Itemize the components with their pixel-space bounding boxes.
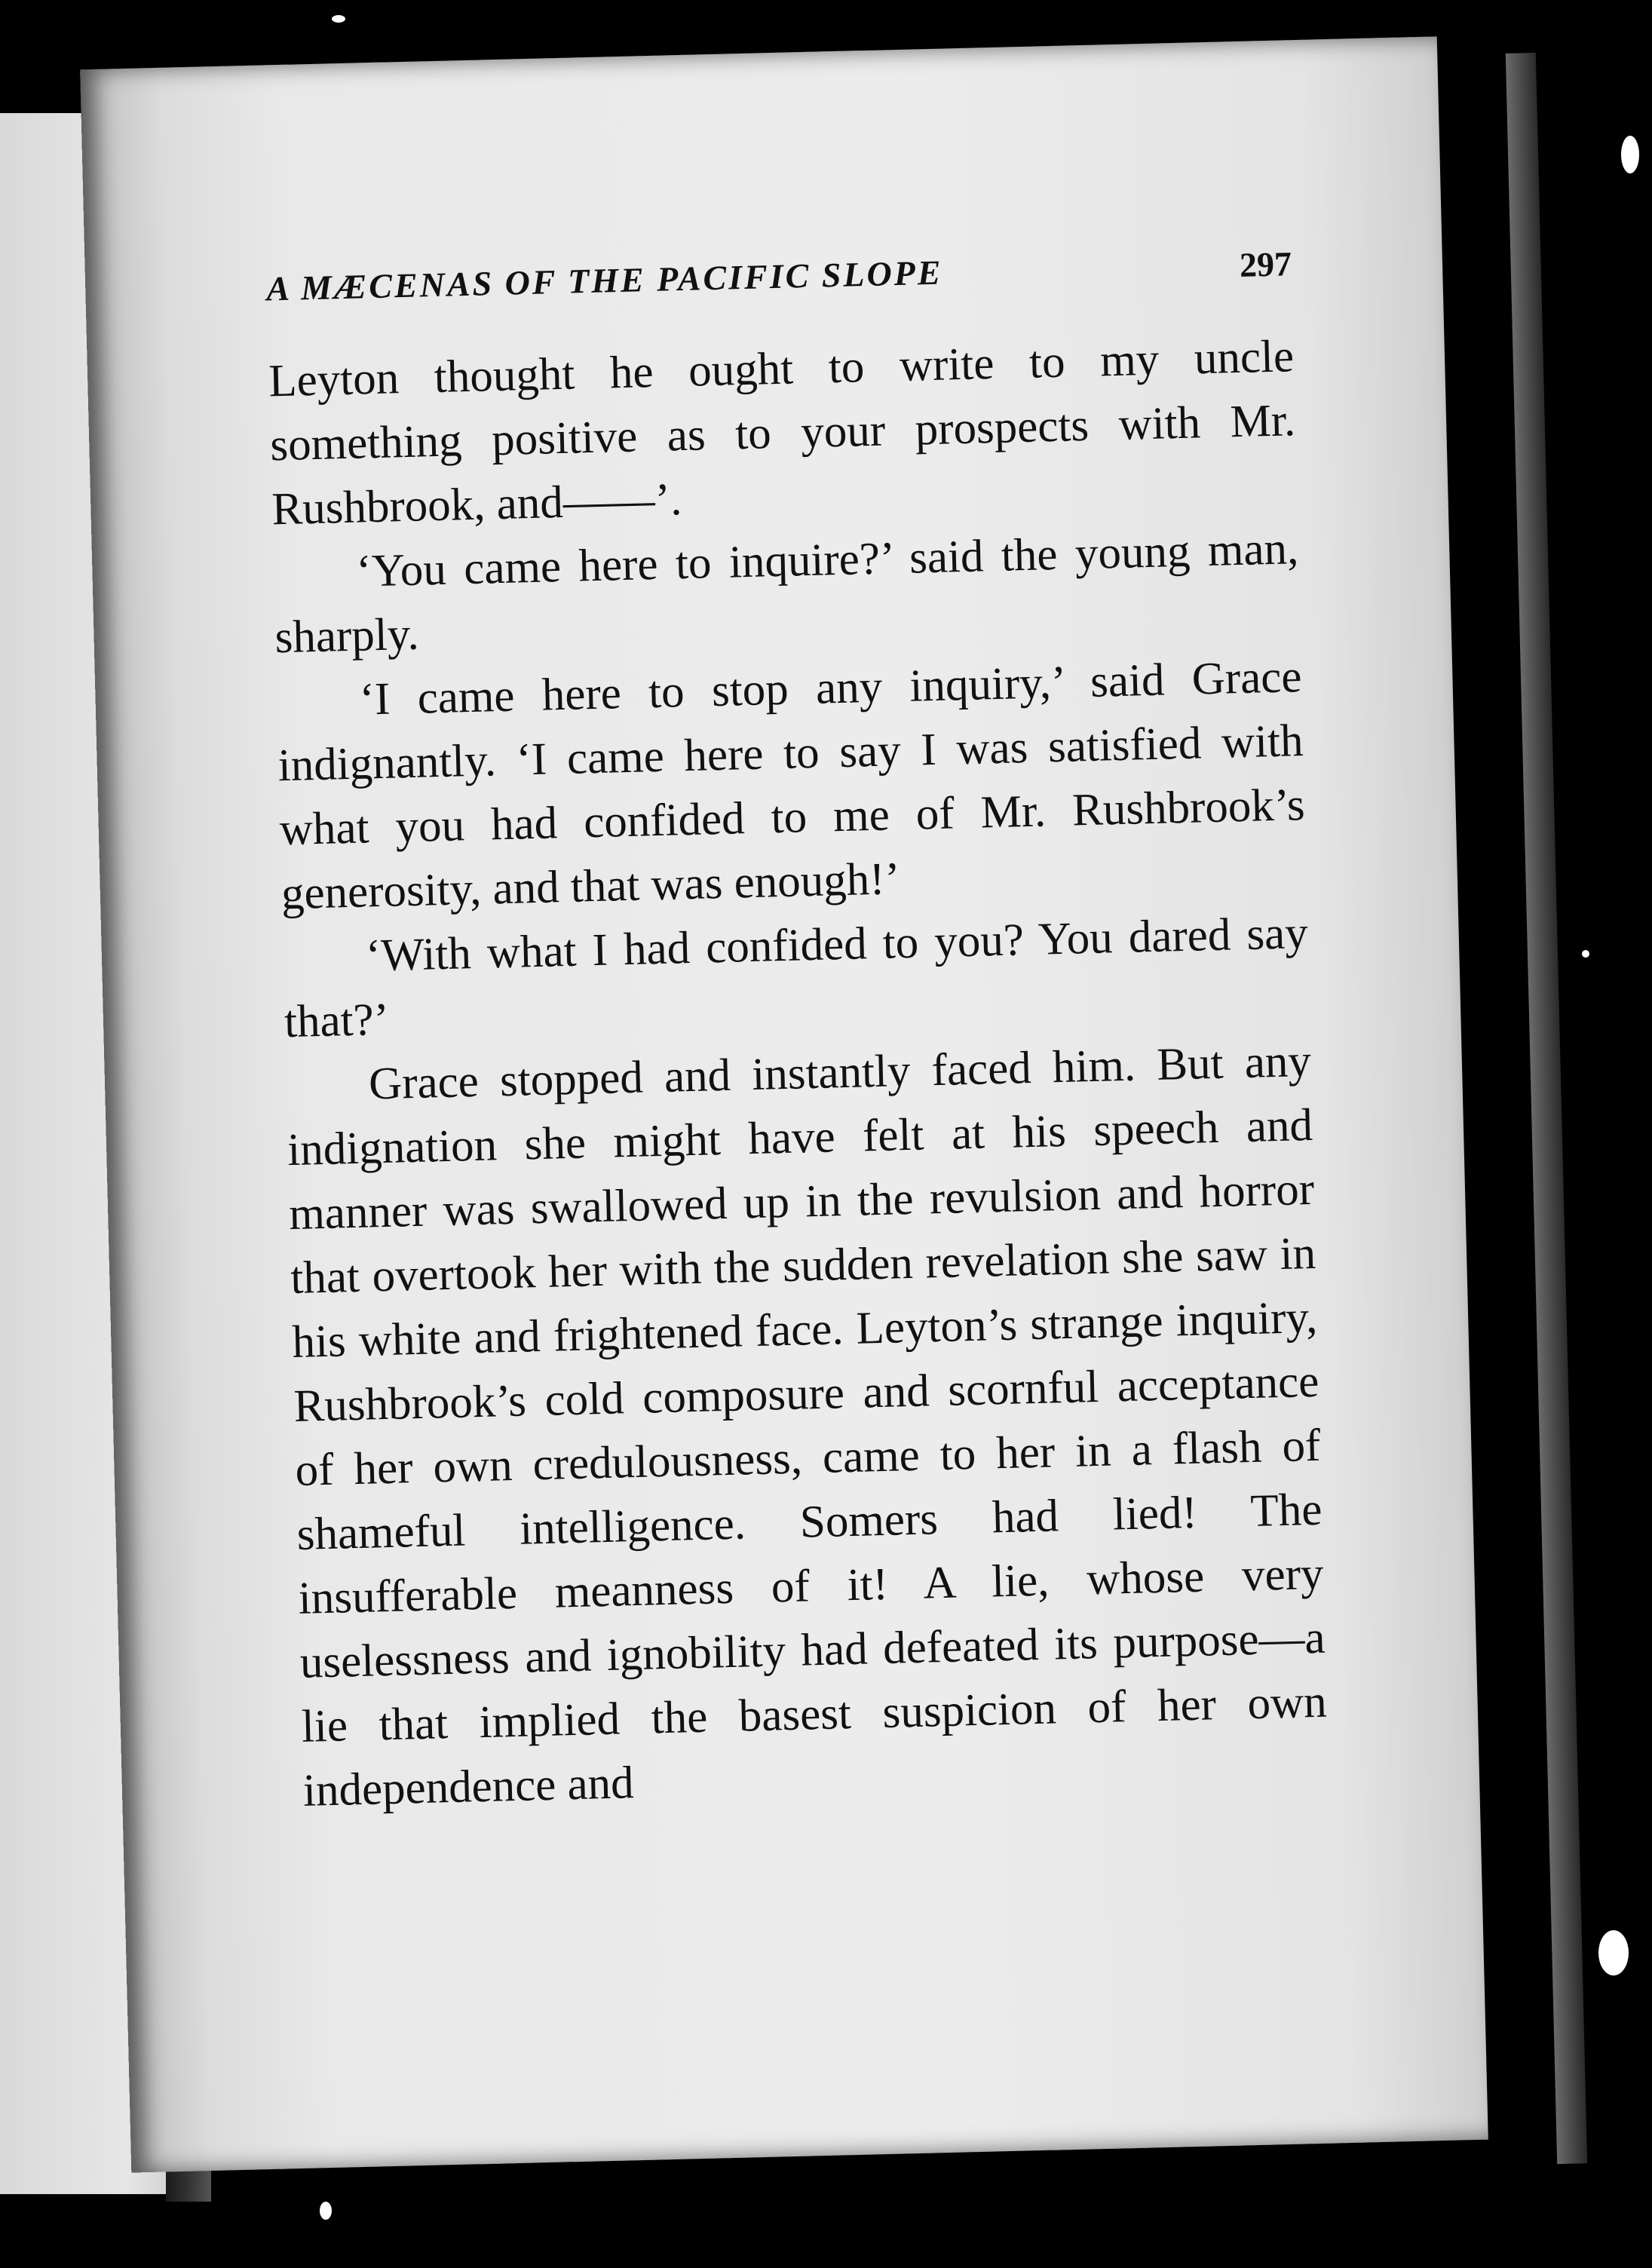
paragraph: ‘With what I had confided to you? You dared say that?’ bbox=[284, 907, 1309, 1048]
paragraph: Grace stopped and instantly faced him. But any indignation she might have felt at his speech and manner was swallowed up in the revulsion and horror that overtook her with the sudden revelation she saw in his white and frightened face. Leyton’s strange inquiry, Rushbrook’s cold composure and scornful acceptance of her own credulousness, came to her in a flash of shameful intelligence. Somers had lied! The insufferable meanness of it! A lie, whose very uselessness and ignobility had defeated its purpose—a lie that implied the basest suspicion of her own independence and bbox=[287, 1035, 1328, 1816]
running-head bbox=[266, 244, 1292, 308]
scan-speck bbox=[1582, 950, 1589, 958]
page-content bbox=[266, 244, 1329, 1823]
book-page bbox=[80, 36, 1488, 2172]
body-text bbox=[268, 324, 1329, 1823]
page-stack-edge bbox=[1506, 53, 1587, 2164]
running-head-title: A MÆCENAS OF THE PACIFIC SLOPE bbox=[265, 253, 944, 308]
paragraph: Leyton thought he ought to write to my uncle something positive as to your prospects with Mr. Rushbrook, and——’. bbox=[268, 331, 1296, 535]
scan-speck bbox=[1621, 136, 1639, 173]
paragraph: ‘You came here to inquire?’ said the young man, sharply. bbox=[274, 523, 1300, 664]
scan-speck bbox=[1598, 1930, 1629, 1975]
scan-speck bbox=[332, 15, 345, 23]
paragraph: ‘I came here to stop any inquiry,’ said Grace indignantly. ‘I came here to say I was satisfied with what you had confided to me of Mr. Rushbrook’s generosity, and that was enough!’ bbox=[277, 651, 1306, 920]
page-number: 297 bbox=[1239, 244, 1292, 284]
scan-speck bbox=[320, 2202, 332, 2220]
